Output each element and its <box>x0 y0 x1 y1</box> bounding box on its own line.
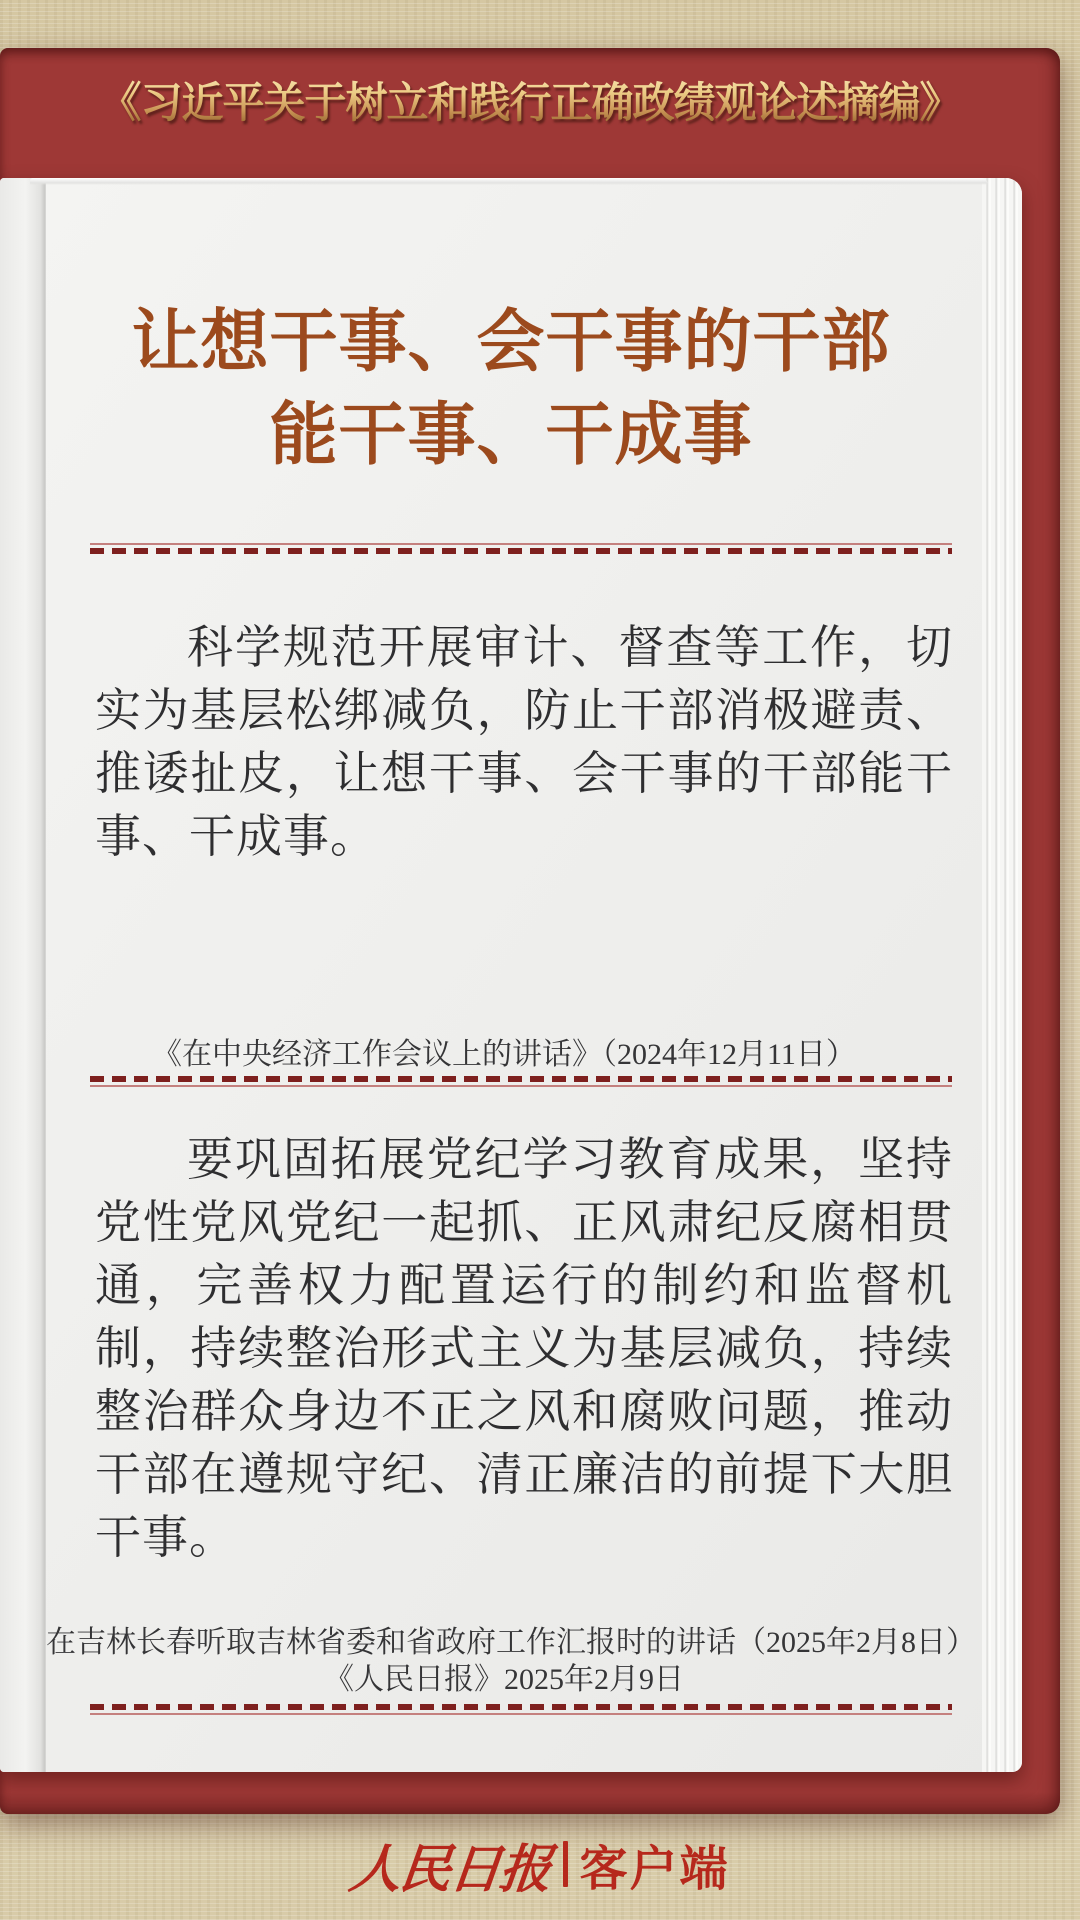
article-title-line1: 让想干事、会干事的干部 <box>131 304 891 380</box>
page-stack-edge <box>982 178 1022 1772</box>
separator-top <box>90 543 952 554</box>
separator-solid-line <box>90 1713 952 1715</box>
quote2-text: 要巩固拓展党纪学习教育成果，坚持党性党风党纪一起抓、正风肃纪反腐相贯通，完善权力配置运行的制约和监督机制，持续整治形式主义为基层减负，持续整治群众身边不正之风和腐败问题，推动干部在遵规守纪、清正廉洁的前提下大胆干事。 <box>95 1134 953 1563</box>
separator-solid-line <box>90 543 952 545</box>
peoples-daily-script-logo: 人民日报 <box>346 1841 553 1899</box>
quote2-citation-line1: 在吉林长春听取吉林省委和省政府工作汇报时的讲话（2025年2月8日） <box>46 1626 976 1659</box>
separator-bottom <box>90 1704 952 1715</box>
separator-dashed-line <box>90 1704 952 1710</box>
quote1-citation: 《在中央经济工作会议上的讲话》（2024年12月11日） <box>152 1038 856 1071</box>
page-top-edge <box>30 178 988 185</box>
open-book-page <box>0 178 1022 1772</box>
separator-solid-line <box>90 1085 952 1087</box>
book-banner-title: 《习近平关于树立和践行正确政绩观论述摘编》 <box>0 70 1060 130</box>
client-app-label: 客户端 <box>579 1842 730 1896</box>
logo-divider <box>563 1841 568 1887</box>
separator-dashed-line <box>90 1076 952 1082</box>
quote2-citation-line2: 《人民日报》2025年2月9日 <box>324 1663 684 1696</box>
separator-dashed-line <box>90 548 952 554</box>
footer-logo <box>0 1832 1080 1899</box>
article-title-line2: 能干事、干成事 <box>269 397 753 473</box>
separator-middle <box>90 1076 952 1087</box>
quote1-text: 科学规范开展审计、督查等工作，切实为基层松绑减负，防止干部消极避责、推诿扯皮，让想干事、会干事的干部能干事、干成事。 <box>95 622 953 862</box>
article-title <box>46 296 976 482</box>
page-spine-edge <box>0 178 46 1772</box>
quote2-citation <box>46 1624 976 1698</box>
